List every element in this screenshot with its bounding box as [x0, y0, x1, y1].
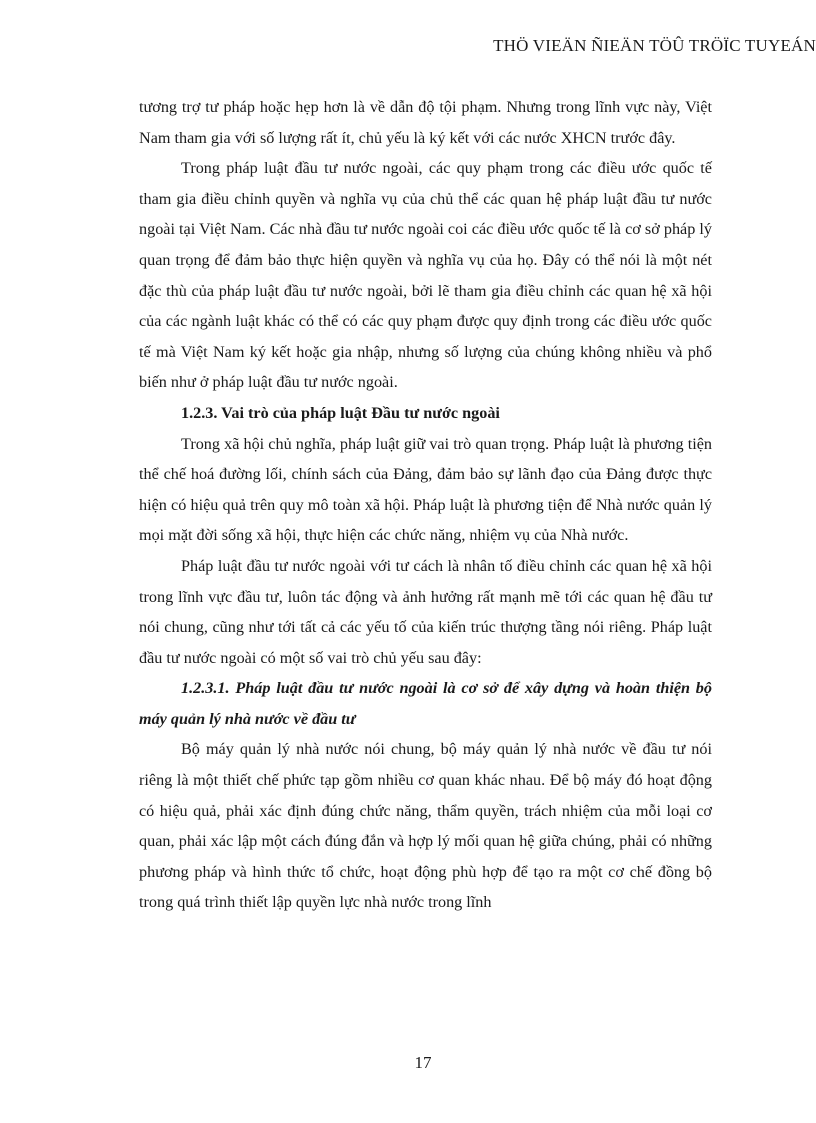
- subsection-heading: 1.2.3.1. Pháp luật đầu tư nước ngoài là cơ sở để xây dựng và hoàn thiện bộ máy quản lý nhà nước về đầu tư: [139, 679, 712, 728]
- paragraph-state-apparatus: Bộ máy quản lý nhà nước nói chung, bộ máy quản lý nhà nước về đầu tư nói riêng là một thiết chế phức tạp gồm nhiều cơ quan khác nhau. Để bộ máy đó hoạt động có hiệu quả, phải xác định đúng chức năng, thẩm quyền, trách nhiệm của mỗi loại cơ quan, phải xác lập một cách đúng đắn và hợp lý mối quan hệ giữa chúng, phải có những phương pháp và hình thức tổ chức, hoạt động phù hợp để tạo ra một cơ chế đồng bộ trong quá trình thiết lập quyền lực nhà nước trong lĩnh: [139, 740, 712, 912]
- paragraph-foreign-investment-law: Pháp luật đầu tư nước ngoài với tư cách là nhân tố điều chỉnh các quan hệ xã hội trong lĩnh vực đầu tư, luôn tác động và ảnh hưởng rất mạnh mẽ tới các quan hệ đầu tư nói chung, cũng như tới tất cả các yếu tố của kiến trúc thượng tầng nói riêng. Pháp luật đầu tư nước ngoài có một số vai trò chủ yếu sau đây:: [139, 556, 712, 667]
- paragraph-continuation: tương trợ tư pháp hoặc hẹp hơn là về dẫn độ tội phạm. Nhưng trong lĩnh vực này, Việt Nam tham gia với số lượng rất ít, chủ yếu là ký kết với các nước XHCN trước đây.: [139, 98, 712, 147]
- section-heading: 1.2.3. Vai trò của pháp luật Đầu tư nước ngoài: [181, 403, 500, 422]
- paragraph-international-treaties: Trong pháp luật đầu tư nước ngoài, các quy phạm trong các điều ước quốc tế tham gia điều chỉnh quyền và nghĩa vụ của chủ thể các quan hệ pháp luật đầu tư nước ngoài tại Việt Nam. Các nhà đầu tư nước ngoài coi các điều ước quốc tế là cơ sở pháp lý quan trọng để đảm bảo thực hiện quyền và nghĩa vụ của họ. Đây có thể nói là một nét đặc thù của pháp luật đầu tư nước ngoài, bởi lẽ tham gia điều chỉnh các quan hệ xã hội của các ngành luật khác có thể có các quy phạm được quy định trong các điều ước quốc tế mà Việt Nam ký kết hoặc gia nhập, nhưng số lượng của chúng không nhiều và phổ biến như ở pháp luật đầu tư nước ngoài.: [139, 159, 712, 392]
- page-number: 17: [414, 1053, 432, 1072]
- document-body: [139, 92, 712, 918]
- running-header: THÖ VIEÄN ÑIEÄN TÖÛ TRÖÏC TUYEÁN: [493, 36, 816, 55]
- paragraph-role-of-law: Trong xã hội chủ nghĩa, pháp luật giữ vai trò quan trọng. Pháp luật là phương tiện thể chế hoá đường lối, chính sách của Đảng, đảm bảo sự lãnh đạo của Đảng được thực hiện có hiệu quả trên quy mô toàn xã hội. Pháp luật là phương tiện để Nhà nước quản lý mọi mặt đời sống xã hội, thực hiện các chức năng, nhiệm vụ của Nhà nước.: [139, 434, 712, 545]
